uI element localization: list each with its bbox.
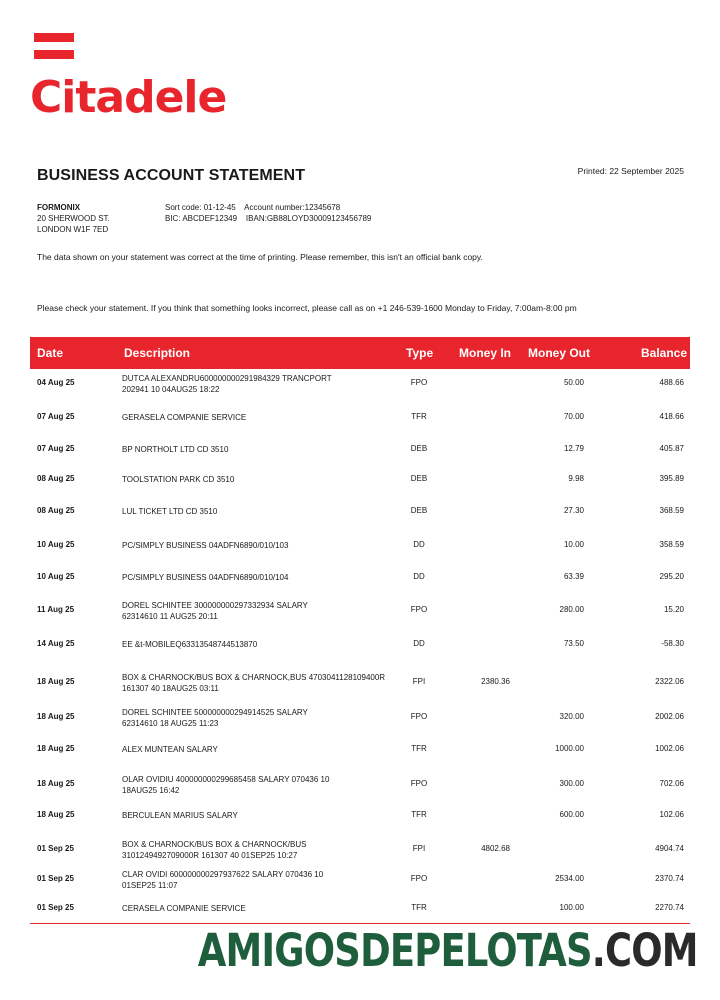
row-description-line-1: DOREL SCHINTEE 300000000297332934 SALARY — [122, 601, 308, 610]
row-date: 01 Sep 25 — [37, 844, 74, 853]
row-money-out: 70.00 — [563, 412, 584, 421]
logo-bar-bottom — [34, 50, 74, 59]
row-money-out: 100.00 — [559, 903, 584, 912]
row-money-out: 600.00 — [559, 810, 584, 819]
row-type: FPO — [410, 874, 428, 883]
row-description — [122, 540, 392, 551]
row-description — [122, 707, 392, 729]
row-description — [122, 600, 392, 622]
row-balance: 295.20 — [659, 572, 684, 581]
row-date: 08 Aug 25 — [37, 474, 75, 483]
row-type: DD — [413, 572, 425, 581]
row-date: 18 Aug 25 — [37, 810, 75, 819]
row-description-line-1: BP NORTHOLT LTD CD 3510 — [122, 445, 229, 454]
header-money-in: Money In — [459, 346, 512, 360]
row-balance: 2322.06 — [655, 677, 684, 686]
row-description-line-1: BOX & CHARNOCK/BUS BOX & CHARNOCK,BUS 4703041128109400R — [122, 673, 386, 682]
logo-bar-top — [34, 33, 74, 42]
page-title: BUSINESS ACCOUNT STATEMENT — [37, 167, 306, 184]
row-date: 01 Sep 25 — [37, 903, 74, 912]
company-address — [37, 202, 110, 235]
row-description-line-2: 62314610 11 AUG25 20:11 — [122, 612, 218, 621]
row-type: FPI — [412, 677, 426, 686]
header-date: Date — [37, 346, 64, 360]
row-balance: 1002.06 — [655, 744, 684, 753]
row-money-out: 10.00 — [563, 540, 584, 549]
row-money-out: 27.30 — [563, 506, 584, 515]
row-description — [122, 774, 392, 796]
row-balance: 15.20 — [663, 605, 684, 614]
row-money-in: 2380.36 — [481, 677, 510, 686]
company-name: FORMONIX — [37, 203, 81, 212]
row-description — [122, 506, 392, 517]
address-line-2: LONDON W1F 7ED — [37, 225, 109, 234]
row-description-line-1: TOOLSTATION PARK CD 3510 — [122, 475, 235, 484]
row-money-out: 2534.00 — [555, 874, 584, 883]
row-description-line-2: 62314610 18 AUG25 11:23 — [122, 719, 219, 728]
row-type: FPO — [410, 712, 428, 721]
row-balance: 395.89 — [659, 474, 684, 483]
watermark — [198, 924, 698, 977]
row-description-line-1: ALEX MUNTEAN SALARY — [122, 745, 218, 754]
row-date: 18 Aug 25 — [37, 744, 75, 753]
row-type: FPO — [410, 605, 428, 614]
row-description — [122, 810, 392, 821]
row-date: 11 Aug 25 — [37, 605, 75, 614]
row-balance: 358.59 — [659, 540, 684, 549]
row-money-in: 4802.68 — [481, 844, 510, 853]
row-balance: -58.30 — [661, 639, 684, 648]
header-type: Type — [406, 346, 434, 360]
header-description: Description — [124, 346, 191, 360]
header-balance: Balance — [641, 346, 688, 360]
row-type: DEB — [410, 506, 428, 515]
row-money-out: 1000.00 — [555, 744, 584, 753]
disclaimer-note: The data shown on your statement was correct at the time of printing. Please remember, this isn't an official bank copy. — [37, 252, 483, 262]
row-description — [122, 903, 392, 914]
row-description — [122, 639, 392, 650]
row-money-out: 73.50 — [563, 639, 584, 648]
row-description-line-2: 01SEP25 11:07 — [122, 881, 178, 890]
row-type: DEB — [410, 474, 428, 483]
row-date: 01 Sep 25 — [37, 874, 74, 883]
row-type: FPI — [412, 844, 426, 853]
logo-wordmark: Citadele — [30, 72, 227, 123]
row-description-line-1: BOX & CHARNOCK/BUS BOX & CHARNOCK/BUS — [122, 840, 307, 849]
sort-code-line: Sort code: 01-12-45 Account number:12345678 — [165, 203, 341, 212]
row-type: TFR — [411, 412, 427, 421]
row-money-out: 50.00 — [563, 378, 584, 387]
row-description — [122, 373, 392, 395]
row-date: 07 Aug 25 — [37, 412, 75, 421]
row-date: 18 Aug 25 — [37, 779, 75, 788]
row-description-line-1: DOREL SCHINTEE 500000000294914525 SALARY — [122, 708, 308, 717]
row-date: 10 Aug 25 — [37, 540, 75, 549]
row-type: DEB — [410, 444, 428, 453]
row-balance: 702.06 — [659, 779, 684, 788]
row-description-line-2: 202941 10 04AUG25 18:22 — [122, 385, 220, 394]
table-header — [30, 337, 690, 369]
contact-note: Please check your statement. If you think that something looks incorrect, please call as on +1 246-539-1600 Monday to Friday, 7:00am-8:00 pm — [37, 303, 577, 313]
row-description-line-1: DUTCA ALEXANDRU600000000291984329 TRANCPORT — [122, 374, 332, 383]
row-description-line-1: BERCULEAN MARIUS SALARY — [122, 811, 238, 820]
watermark-main: AMIGOSDEPELOTAS — [198, 924, 593, 977]
row-date: 10 Aug 25 — [37, 572, 75, 581]
row-balance: 2370.74 — [655, 874, 684, 883]
row-type: FPO — [410, 779, 428, 788]
row-description-line-1: EE &t-MOBILEQ63313548744513870 — [122, 640, 258, 649]
row-description-line-1: CERASELA COMPANIE SERVICE — [122, 904, 246, 913]
row-money-out: 280.00 — [559, 605, 584, 614]
row-type: FPO — [410, 378, 428, 387]
account-codes — [165, 202, 371, 224]
printed-date: Printed: 22 September 2025 — [577, 166, 684, 176]
row-description — [122, 839, 392, 861]
row-description — [122, 444, 392, 455]
row-type: DD — [413, 639, 425, 648]
row-date: 07 Aug 25 — [37, 444, 75, 453]
row-type: DD — [413, 540, 425, 549]
row-money-out: 320.00 — [559, 712, 584, 721]
row-description — [122, 572, 392, 583]
row-date: 04 Aug 25 — [37, 378, 75, 387]
row-balance: 102.06 — [659, 810, 684, 819]
watermark-tld: .COM — [592, 924, 698, 977]
row-type: TFR — [411, 903, 427, 912]
row-description-line-1: OLAR OVIDIU 400000000299685458 SALARY 070436 10 — [122, 775, 330, 784]
row-money-out: 300.00 — [559, 779, 584, 788]
row-description-line-2: 18AUG25 16:42 — [122, 786, 180, 795]
row-description-line-1: PC/SIMPLY BUSINESS 04ADFN6890/010/104 — [122, 573, 289, 582]
row-type: TFR — [411, 810, 427, 819]
row-money-out: 12.79 — [563, 444, 584, 453]
row-balance: 488.66 — [659, 378, 684, 387]
row-type: TFR — [411, 744, 427, 753]
row-description — [122, 744, 392, 755]
row-date: 08 Aug 25 — [37, 506, 75, 515]
row-description — [122, 412, 392, 423]
row-description — [122, 869, 392, 891]
row-description-line-1: PC/SIMPLY BUSINESS 04ADFN6890/010/103 — [122, 541, 289, 550]
row-balance: 4904.74 — [655, 844, 684, 853]
row-balance: 2002.06 — [655, 712, 684, 721]
row-description-line-2: 3101249492709000R 161307 40 01SEP25 10:27 — [122, 851, 298, 860]
address-line-1: 20 SHERWOOD ST. — [37, 214, 110, 223]
row-description-line-1: CLAR OVIDI 600000000297937622 SALARY 070436 10 — [122, 870, 324, 879]
row-description — [122, 474, 392, 485]
row-money-out: 63.39 — [563, 572, 584, 581]
row-date: 18 Aug 25 — [37, 712, 75, 721]
header-money-out: Money Out — [528, 346, 590, 360]
row-balance: 368.59 — [659, 506, 684, 515]
row-balance: 418.66 — [659, 412, 684, 421]
row-description-line-1: GERASELA COMPANIE SERVICE — [122, 413, 247, 422]
row-description-line-2: 161307 40 18AUG25 03:11 — [122, 684, 219, 693]
row-money-out: 9.98 — [568, 474, 584, 483]
row-description — [122, 672, 392, 694]
row-balance: 405.87 — [659, 444, 684, 453]
bic-iban-line: BIC: ABCDEF12349 IBAN:GB88LOYD30009123456789 — [165, 214, 372, 223]
row-date: 18 Aug 25 — [37, 677, 75, 686]
row-balance: 2270.74 — [655, 903, 684, 912]
row-date: 14 Aug 25 — [37, 639, 75, 648]
row-description-line-1: LUL TICKET LTD CD 3510 — [122, 507, 218, 516]
